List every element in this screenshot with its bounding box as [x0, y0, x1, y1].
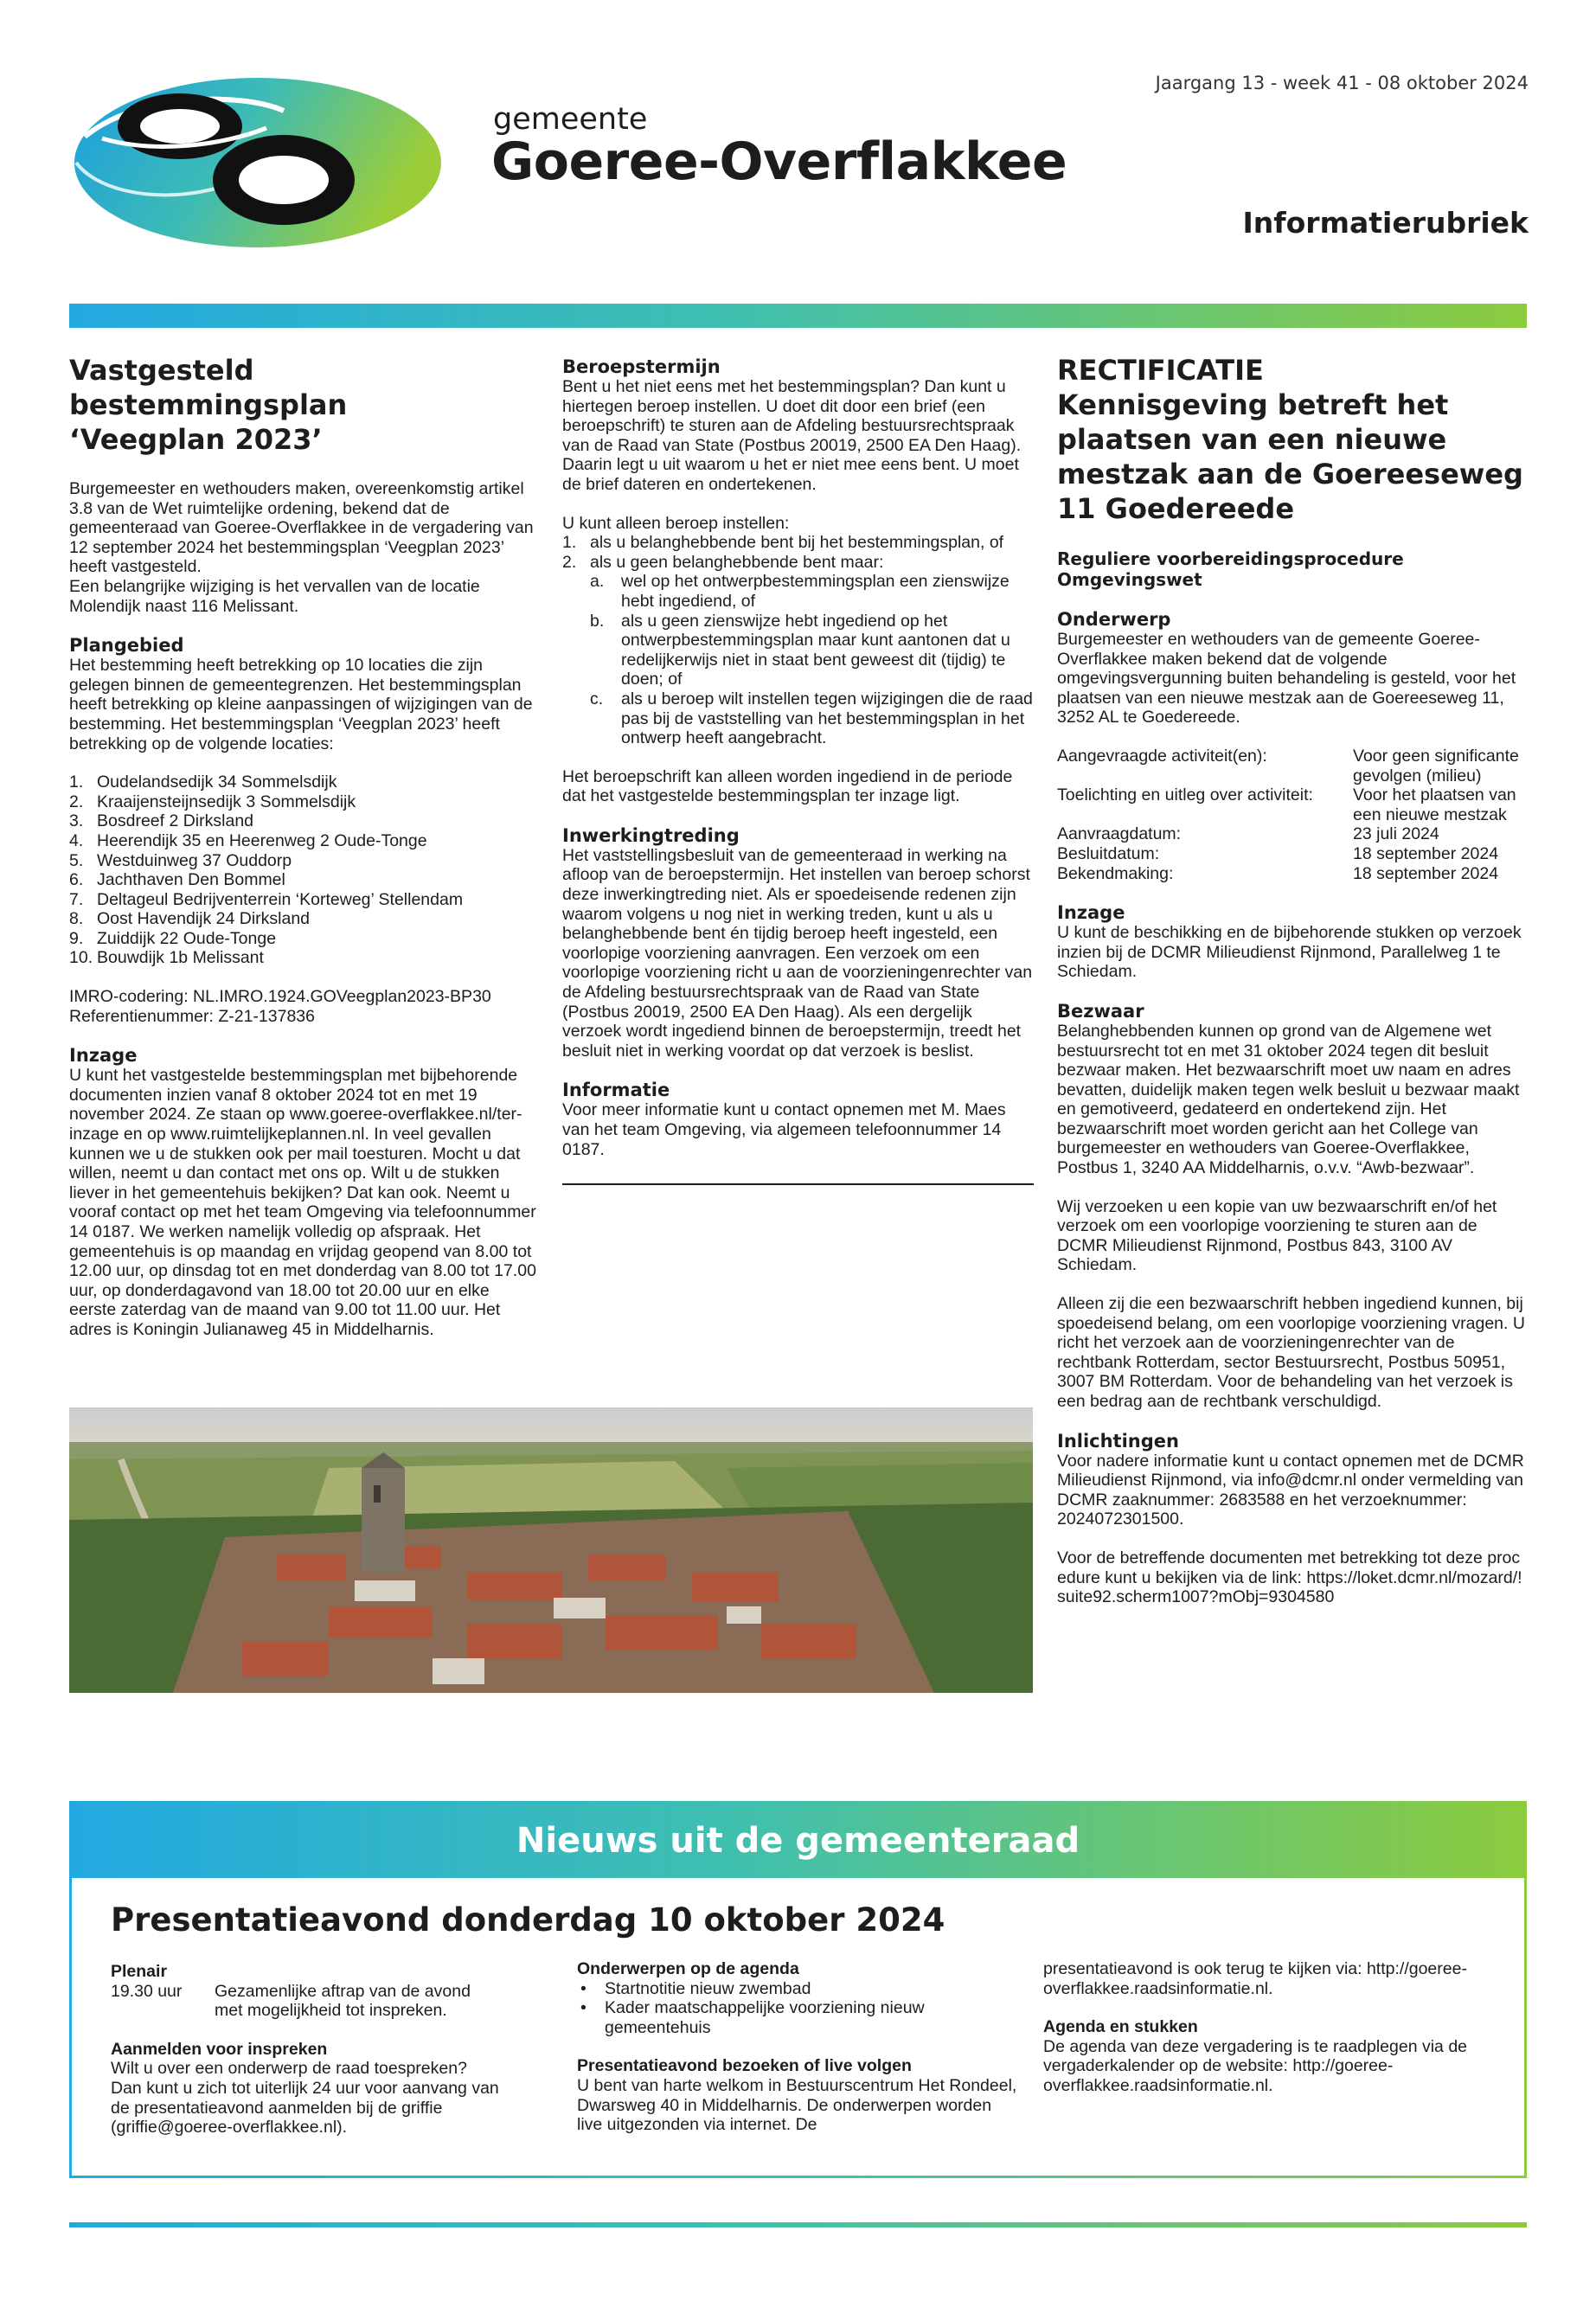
- list-number: 1.: [69, 772, 84, 792]
- inzage-text: U kunt de beschikking en de bijbehorende stukken op verzoek inzien bij de DCMR Milieudienst Rijnmond, Parallelweg 1 te Schiedam.: [1057, 923, 1522, 982]
- inzage-heading: Inzage: [69, 1045, 138, 1067]
- beroep-heading: Beroepstermijn: [562, 356, 721, 377]
- plenair-time: 19.30 uur: [111, 1981, 183, 2001]
- list-text: Kraaijensteijnsedijk 3 Sommelsdijk: [97, 792, 356, 811]
- list-item: [69, 909, 541, 929]
- list-item: [69, 811, 541, 831]
- article-rectificatie: [1057, 353, 1529, 1626]
- list-number: 4.: [69, 830, 84, 850]
- list-text: Heerendijk 35 en Heerenweg 2 Oude-Tonge: [97, 830, 427, 850]
- news-col-2: [577, 1959, 1031, 2154]
- beroep-options: [562, 533, 1034, 572]
- list-item: [562, 553, 1034, 573]
- intro-text: Burgemeester en wethouders maken, overeenkomstig artikel 3.8 van de Wet ruimtelijke ordening, bekend dat de gemeenteraad van Goeree-Overflakkee in de vergadering van 12 september 2024 het bestemmingsplan ‘Veegplan 2023’ heeft vastgesteld.: [69, 479, 534, 577]
- news-col-1: [111, 1962, 500, 2157]
- beroep-alleen: U kunt alleen beroep instellen:: [562, 513, 790, 533]
- news-title: Presentatieavond donderdag 10 oktober 2024: [111, 1901, 945, 1939]
- list-text: Oost Havendijk 24 Dirksland: [97, 909, 311, 929]
- list-item: [69, 772, 541, 792]
- inlichtingen-text: Voor nadere informatie kunt u contact opnemen met de DCMR Milieudienst Rijnmond, via info@dcmr.nl onder vermelding van DCMR zaaknummer: 2683588 en het verzoeknummer: 2024072301500.: [1057, 1451, 1524, 1529]
- detail-value: 18 september 2024: [1353, 863, 1499, 883]
- aanmelden-heading: Aanmelden voor inspreken: [111, 2039, 328, 2059]
- inzage-heading: Inzage: [1057, 902, 1125, 924]
- documenten-link-text: Voor de betreffende documenten met betrekking tot deze procedure kunt u bekijken via de link: https://loket.dcmr.nl/mozard/!suite92.scherm1007?mObj=9304580: [1057, 1548, 1522, 1607]
- gemeente-logo: [67, 76, 448, 258]
- inzage-text: U kunt het vastgestelde bestemmingsplan met bijbehorende documenten inzien vanaf 8 oktober 2024 tot en met 19 november 2024. Ze staan op www.goeree-overflakkee.nl/ter-inzage en op www.ruimtelijkeplannen.nl. In veel gevallen kunnen we u de stukken ook per mail toesturen. Mocht u dat willen, neemt u dan contact met ons op. Wilt u de stukken liever in het gemeentehuis bekijken? Dat kan ook. Neemt u vooraf contact op met het team Omgeving via telefoonnummer 14 0187. We werken namelijk volledig op afspraak. Het gemeentehuis is op maandag en vrijdag geopend van 8.00 tot 12.00 uur, op dinsdag tot en met donderdag van 8.00 tot 17.00 uur, op donderdagavond van 18.00 tot 20.00 uur en elke eerste zaterdag van de maand van 9.00 tot 11.00 uur. Het adres is Koningin Julianaweg 45 in Middelharnis.: [69, 1066, 536, 1339]
- volgen-text: U bent van harte welkom in Bestuurscentrum Het Rondeel, Dwarsweg 40 in Middelharnis. De onderwerpen worden live uitgezonden via internet. De: [577, 2075, 1017, 2135]
- list-number: 2.: [562, 552, 577, 572]
- brand-name: Goeree-Overflakkee: [491, 131, 1067, 192]
- title-line-1: Vastgesteld bestemmingsplan: [69, 354, 348, 421]
- list-text: wel op het ontwerpbestemmingsplan een zienswijze hebt ingediend, of: [621, 572, 1010, 611]
- list-text: Jachthaven Den Bommel: [97, 870, 285, 890]
- detail-key: Toelichting en uitleg over activiteit:: [1057, 785, 1313, 805]
- detail-value: 23 juli 2024: [1353, 824, 1439, 844]
- inwerking-text: Het vaststellingsbesluit van de gemeenteraad in werking na afloop van de beroepstermijn. Het instellen van beroep schorst deze inwerkingtreding niet. Als er spoedeisende redenen zijn waarom volgens u nog niet in werking treden, kunt u als u belanghebbende bent én tijdig beroep heeft ingesteld, een voorlopige voorziening aanvragen. Een verzoek om een voorlopige voorziening richt u aan de voorzieningenrechter van de Afdeling bestuursrechtspraak van de Raad van State (Postbus 20019, 2500 EA Den Haag). Als een dergelijk verzoek wordt ingediend binnen de beroepstermijn, treedt het besluit niet in werking voordat op dat verzoek is beslist.: [562, 845, 1033, 1061]
- article-title: [69, 353, 541, 457]
- inlichtingen-heading: Inlichtingen: [1057, 1430, 1179, 1452]
- section-title: Informatierubriek: [1242, 206, 1529, 240]
- detail-value: Voor geen significante gevolgen (milieu): [1353, 746, 1519, 785]
- bullet: •: [580, 1998, 586, 2018]
- list-item: [577, 1998, 1031, 2037]
- detail-key: Bekendmaking:: [1057, 863, 1174, 883]
- reference-number: Referentienummer: Z-21-137836: [69, 1006, 315, 1026]
- list-number: 2.: [69, 792, 84, 811]
- plangebied-heading: Plangebied: [69, 635, 184, 657]
- list-item: [69, 831, 541, 851]
- beroep-sub-options: [562, 572, 1034, 747]
- list-number: 5.: [69, 850, 84, 870]
- plenair-heading: Plenair: [111, 1962, 168, 1981]
- bezwaar-heading: Bezwaar: [1057, 1000, 1144, 1022]
- list-letter: a.: [590, 572, 605, 592]
- list-number: 10.: [69, 948, 93, 968]
- aerial-photo-goedereede: [69, 1407, 1033, 1693]
- news-banner: Nieuws uit de gemeenteraad: [72, 1804, 1524, 1878]
- article-veegplan: [69, 353, 541, 1359]
- onderwerpen-list: [577, 1979, 1031, 2038]
- list-item: [590, 689, 1034, 748]
- list-item: [69, 792, 541, 812]
- list-text: Startnotitie nieuw zwembad: [605, 1978, 811, 1998]
- header-divider: [69, 304, 1527, 328]
- list-text: Oudelandsedijk 34 Sommelsdijk: [97, 772, 337, 792]
- bullet: •: [580, 1978, 586, 1998]
- list-text: Westduinweg 37 Ouddorp: [97, 850, 292, 870]
- list-text: als u belanghebbende bent bij het bestemmingsplan, of: [590, 533, 1004, 553]
- column-end-rule: [562, 1183, 1034, 1185]
- footer-divider: [69, 2222, 1527, 2227]
- plenair-text: Gezamenlijke aftrap van de avond met mogelijkheid tot inspreken.: [215, 1981, 471, 2021]
- news-col-3: [1043, 1959, 1484, 2115]
- terugkijken-text: presentatieavond is ook terug te kijken via: http://goeree-overflakkee.raadsinformatie.nl.: [1043, 1959, 1467, 1998]
- list-item: [590, 612, 1034, 689]
- list-item: [69, 890, 541, 910]
- list-number: 8.: [69, 909, 84, 929]
- list-number: 9.: [69, 928, 84, 948]
- article-beroep: [562, 356, 1034, 1185]
- list-number: 7.: [69, 889, 84, 909]
- kopie-text: Wij verzoeken u een kopie van uw bezwaarschrift en/of het verzoek om een voorlopige voorziening te sturen aan de DCMR Milieudienst Rijnmond, Postbus 843, 3100 AV Schiedam.: [1057, 1196, 1497, 1275]
- list-item: [590, 572, 1034, 611]
- detail-value: Voor het plaatsen van een nieuwe mestzak: [1353, 785, 1516, 824]
- voorziening-text: Alleen zij die een bezwaarschrift hebben ingediend kunnen, bij spoedeisend belang, om een voorlopige voorziening vragen. U richt het verzoek aan de voorzieningenrechter van de rechtbank Rotterdam, sector Bestuursrecht, Postbus 50951, 3007 BM Rotterdam. Voor de behandeling van het verzoek is een bedrag aan de rechtbank verschuldigd.: [1057, 1294, 1525, 1411]
- inwerking-heading: Inwerkingtreding: [562, 824, 740, 846]
- list-text: Deltageul Bedrijventerrein ‘Korteweg’ Stellendam: [97, 889, 464, 909]
- plangebied-text: Het bestemming heeft betrekking op 10 locaties die zijn gelegen binnen de gemeentegrenzen. Het bestemmingsplan heeft betrekking op kleine aanpassingen of wijzigingen van de bestemming. Het bestemmingsplan ‘Veegplan 2023’ heeft betrekking op de volgende locaties:: [69, 656, 533, 753]
- detail-key: Besluitdatum:: [1057, 843, 1160, 863]
- onderwerp-text: Burgemeester en wethouders van de gemeente Goeree-Overflakkee maken bekend dat de volgende omgevingsvergunning buiten behandeling is gesteld, voor het plaatsen van een nieuwe mestzak aan de Goereeseweg 11, 3252 AL te Goedereede.: [1057, 630, 1516, 727]
- list-item: [69, 929, 541, 949]
- list-letter: c.: [590, 689, 604, 708]
- list-item: [69, 851, 541, 871]
- informatie-text: Voor meer informatie kunt u contact opnemen met M. Maes van het team Omgeving, via algemeen telefoonnummer 14 0187.: [562, 1100, 1006, 1159]
- list-letter: b.: [590, 611, 605, 631]
- detail-value: 18 september 2024: [1353, 843, 1499, 863]
- list-number: 1.: [562, 533, 577, 553]
- locaties-list: [69, 772, 541, 968]
- title-line-2: ‘Veegplan 2023’: [69, 423, 323, 456]
- issue-info: Jaargang 13 - week 41 - 08 oktober 2024: [1155, 73, 1529, 93]
- bezwaar-text: Belanghebbenden kunnen op grond van de Algemene wet bestuursrecht tot en met 31 oktober 2024 tegen dit besluit bezwaar maken. Het bezwaarschrift moet uw naam en adres bevatten, duidelijk maken tegen welk besluit u bezwaar maakt en gemotiveerd, gedateerd en ondertekend zijn. Het bezwaarschrift moet worden gericht aan het College van burgemeester en wethouders van Goeree-Overflakkee, Postbus 1, 3240 AA Middelharnis, o.v.v. “Awb-bezwaar”.: [1057, 1021, 1520, 1178]
- list-item: [69, 870, 541, 890]
- list-text: als u geen zienswijze hebt ingediend op het ontwerpbestemmingsplan maar kunt aantonen dat u redelijkerwijs niet in staat bent geweest dit (tijdig) te doen; of: [621, 611, 1010, 689]
- procedure-label: Reguliere voorbereidingsprocedure Omgevingswet: [1057, 548, 1404, 590]
- list-item: [577, 1979, 1031, 1999]
- beroepschrift-text: Het beroepschrift kan alleen worden ingediend in de periode dat het vastgestelde bestemmingsplan ter inzage ligt.: [562, 766, 1013, 806]
- detail-key: Aanvraagdatum:: [1057, 824, 1182, 844]
- aanmelden-text: Wilt u over een onderwerp de raad toespreken? Dan kunt u zich tot uiterlijk 24 uur voor aanvang van de presentatieavond aanmelden bij de griffie (griffie@goeree-overflakkee.nl).: [111, 2059, 499, 2138]
- onderwerp-heading: Onderwerp: [1057, 609, 1171, 630]
- list-number: 3.: [69, 811, 84, 831]
- plenair-row: [111, 1982, 500, 2021]
- informatie-heading: Informatie: [562, 1080, 670, 1101]
- list-text: Kader maatschappelijke voorziening nieuw gemeentehuis: [605, 1998, 925, 2037]
- onderwerpen-heading: Onderwerpen op de agenda: [577, 1959, 799, 1978]
- list-text: Zuiddijk 22 Oude-Tonge: [97, 928, 277, 948]
- agenda-heading: Agenda en stukken: [1043, 2017, 1198, 2037]
- list-item: [69, 948, 541, 968]
- details-table: [1057, 747, 1529, 883]
- rectificatie-title: Kennisgeving betreft het plaatsen van een nieuwe mestzak aan de Goereeseweg 11 Goedereede: [1057, 388, 1523, 525]
- detail-key: Aangevraagde activiteit(en):: [1057, 746, 1267, 766]
- agenda-text: De agenda van deze vergadering is te raadplegen via de vergaderkalender op de website: http://goeree-overflakkee.raadsinformatie.nl.: [1043, 2036, 1468, 2095]
- list-text: als u beroep wilt instellen tegen wijzigingen die de raad pas bij de vaststelling van het bestemmingsplan in het ontwerp heeft aangebracht.: [621, 689, 1033, 748]
- volgen-heading: Presentatieavond bezoeken of live volgen: [577, 2056, 912, 2076]
- list-text: als u geen belanghebbende bent maar:: [590, 552, 884, 572]
- imro-code: IMRO-codering: NL.IMRO.1924.GOVeegplan2023-BP30: [69, 987, 491, 1007]
- list-text: Bosdreef 2 Dirksland: [97, 811, 254, 831]
- intro-text-2: Een belangrijke wijziging is het vervallen van de locatie Molendijk naast 116 Melissant.: [69, 576, 480, 616]
- list-number: 6.: [69, 870, 84, 890]
- list-item: [562, 533, 1034, 553]
- list-text: Bouwdijk 1b Melissant: [97, 948, 264, 968]
- brand-prefix: gemeente: [493, 102, 648, 137]
- rectificatie-label: RECTIFICATIE: [1057, 354, 1264, 387]
- beroep-text: Bent u het niet eens met het bestemmingsplan? Dan kunt u hiertegen beroep instellen. U doet dit door een brief (een beroepschrift) te sturen aan de Afdeling bestuursrechtspraak van de Raad van State (Postbus 20019, 2500 EA Den Haag). Daarin legt u uit waarom u het er niet mee eens bent. U moet de brief dateren en ondertekenen.: [562, 377, 1022, 494]
